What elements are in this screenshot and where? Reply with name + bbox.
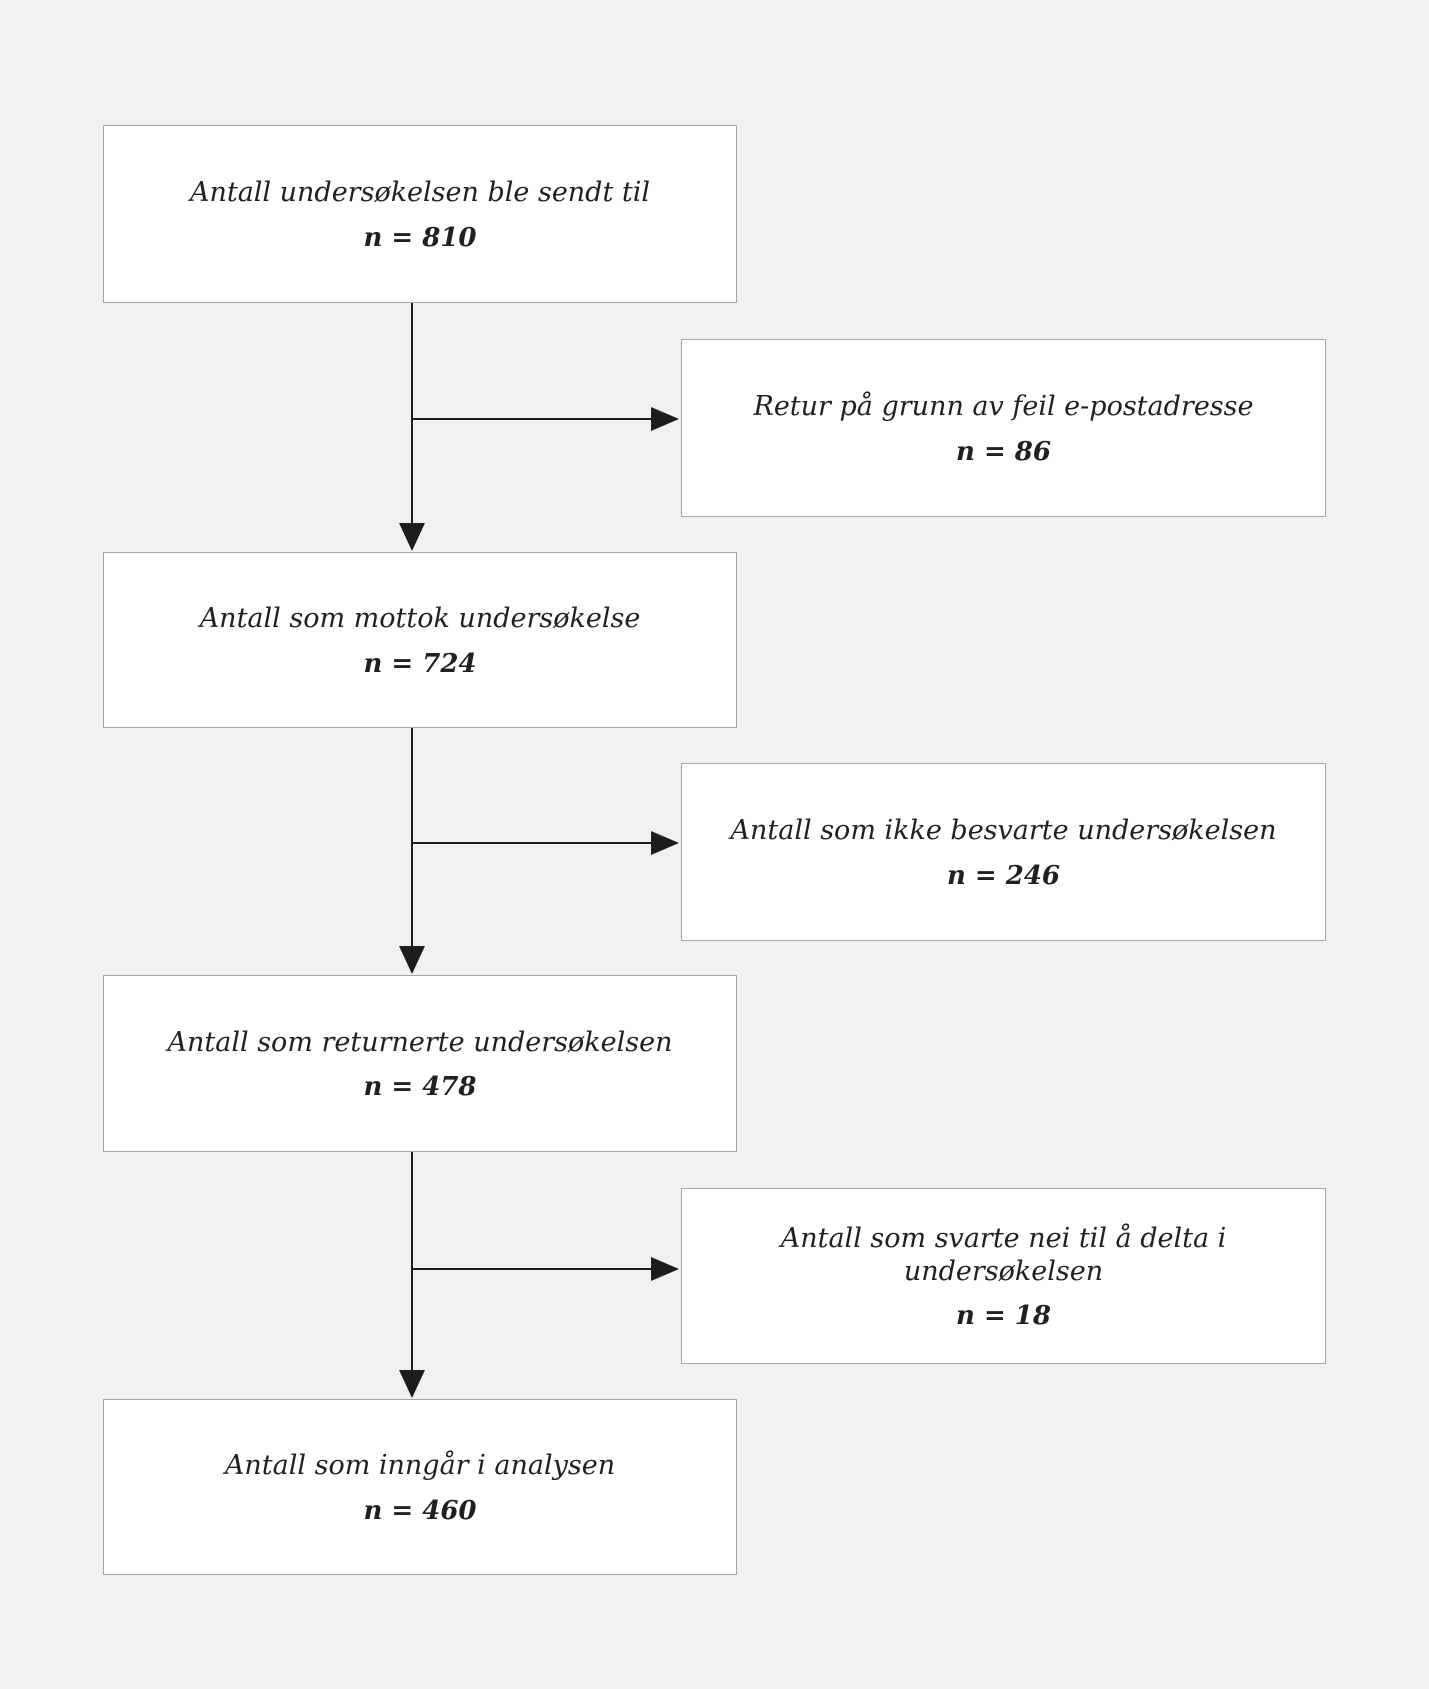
box-no-response-count — [681, 763, 1326, 941]
box-declined-count — [681, 1188, 1326, 1364]
arrow-returned-to-analysis — [399, 1152, 425, 1398]
box-returned-survey-count — [103, 975, 737, 1152]
arrow-branch-return-email — [412, 407, 679, 431]
box-label: Antall som mottok undersøkelse — [199, 603, 641, 635]
box-n-value: n = 460 — [363, 1495, 477, 1526]
box-n-value: n = 810 — [363, 222, 477, 253]
box-analysis-count — [103, 1399, 737, 1575]
box-label: Antall som inngår i analysen — [224, 1450, 616, 1482]
box-sent-count — [103, 125, 737, 303]
box-n-value: n = 724 — [363, 648, 477, 679]
box-label: Antall som returnerte undersøkelsen — [167, 1026, 673, 1058]
arrow-branch-declined — [412, 1257, 679, 1281]
box-n-value: n = 86 — [956, 436, 1051, 467]
box-returned-email — [681, 339, 1326, 517]
arrow-sent-to-received — [399, 303, 425, 551]
box-n-value: n = 478 — [363, 1072, 477, 1103]
box-n-value: n = 246 — [946, 860, 1061, 891]
arrow-received-to-returned — [399, 728, 425, 974]
box-label: Antall som svarte nei til å delta i undersøkelsen — [780, 1223, 1244, 1287]
box-received-count — [103, 552, 737, 728]
box-label: Antall som ikke besvarte undersøkelsen — [730, 815, 1277, 847]
box-label: Retur på grunn av feil e-postadresse — [753, 391, 1254, 423]
box-label: Antall undersøkelsen ble sendt til — [189, 177, 651, 209]
arrow-branch-no-response — [412, 831, 679, 855]
box-n-value: n = 18 — [956, 1300, 1051, 1331]
